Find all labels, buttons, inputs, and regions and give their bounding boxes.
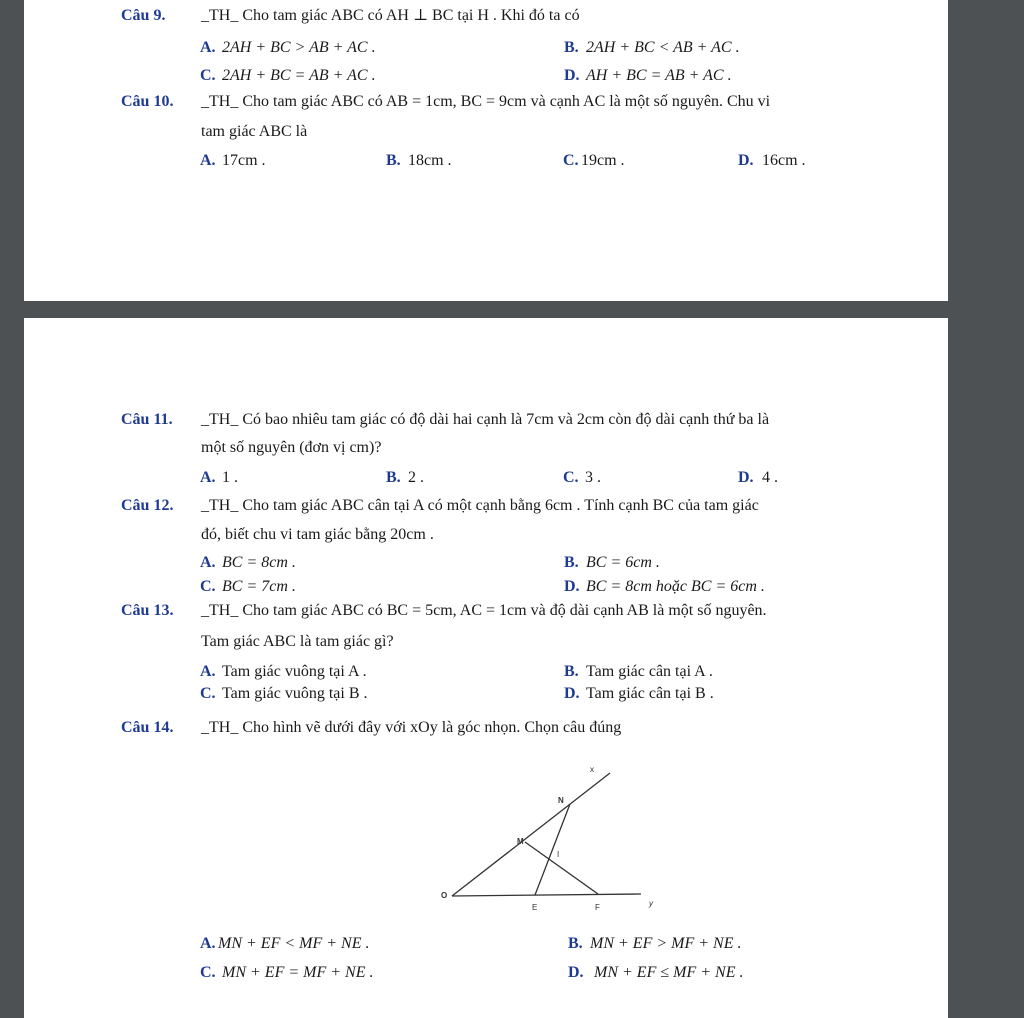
q14-option-a-label: A. <box>200 935 216 952</box>
q13-option-c-text: Tam giác vuông tại B . <box>222 685 368 702</box>
question-10-number: Câu 10. <box>121 93 174 110</box>
q9-option-d-label: D. <box>564 67 580 84</box>
q12-option-b-text: BC = 6cm . <box>586 554 660 571</box>
question-9-text: _TH_ Cho tam giác ABC có AH ⊥ BC tại H . Khi đó ta có <box>201 7 580 24</box>
label-y: y <box>649 899 653 908</box>
q11-option-c-text: 3 . <box>585 469 601 486</box>
q13-option-a-text: Tam giác vuông tại A . <box>222 663 367 680</box>
q11-option-d-text: 4 . <box>762 469 778 486</box>
question-11-text-line-2: một số nguyên (đơn vị cm)? <box>201 439 382 456</box>
question-9-number: Câu 9. <box>121 7 166 24</box>
q12-option-d-label: D. <box>564 578 580 595</box>
label-n: N <box>558 796 564 805</box>
q9-option-c-text: 2AH + BC = AB + AC . <box>222 67 376 84</box>
question-10-text-line-1: _TH_ Cho tam giác ABC có AB = 1cm, BC = 9cm và cạnh AC là một số nguyên. Chu vi <box>201 93 771 110</box>
question-13-text-line-1: _TH_ Cho tam giác ABC có BC = 5cm, AC = 1cm và độ dài cạnh AB là một số nguyên. <box>201 602 767 619</box>
q9-option-a-label: A. <box>200 39 216 56</box>
label-f: F <box>595 903 600 912</box>
label-m: M <box>517 837 524 846</box>
q11-option-b-label: B. <box>386 469 401 486</box>
q12-option-a-label: A. <box>200 554 216 571</box>
q11-option-a-label: A. <box>200 469 216 486</box>
q14-option-c-text: MN + EF = MF + NE . <box>222 964 374 981</box>
document-page-2 <box>24 318 948 1018</box>
q10-option-a-text: 17cm . <box>222 152 266 169</box>
q10-option-d-text: 16cm . <box>762 152 806 169</box>
q11-option-d-label: D. <box>738 469 754 486</box>
q10-option-c-text: 19cm . <box>581 152 625 169</box>
q12-option-b-label: B. <box>564 554 579 571</box>
q14-option-d-text: MN + EF ≤ MF + NE . <box>594 964 744 981</box>
label-o: O <box>441 891 448 900</box>
q10-option-b-label: B. <box>386 152 401 169</box>
question-11-text-line-1: _TH_ Có bao nhiêu tam giác có độ dài hai cạnh là 7cm và 2cm còn độ dài cạnh thứ ba là <box>201 411 770 428</box>
question-12-text-line-2: đó, biết chu vi tam giác bằng 20cm . <box>201 526 434 543</box>
q13-option-d-text: Tam giác cân tại B . <box>586 685 714 702</box>
question-11-number: Câu 11. <box>121 411 173 428</box>
q13-option-d-label: D. <box>564 685 580 702</box>
q10-option-a-label: A. <box>200 152 216 169</box>
q13-option-b-text: Tam giác cân tại A . <box>586 663 713 680</box>
q14-option-a-text: MN + EF < MF + NE . <box>218 935 370 952</box>
question-13-number: Câu 13. <box>121 602 174 619</box>
label-x: x <box>590 765 594 774</box>
question-14-text: _TH_ Cho hình vẽ dưới đây với xOy là góc nhọn. Chọn câu đúng <box>201 719 622 736</box>
q11-option-c-label: C. <box>563 469 579 486</box>
q14-option-b-text: MN + EF > MF + NE . <box>590 935 742 952</box>
ray-ox <box>452 773 610 896</box>
q13-option-a-label: A. <box>200 663 216 680</box>
q10-option-d-label: D. <box>738 152 754 169</box>
geometry-figure <box>424 748 684 918</box>
q11-option-a-text: 1 . <box>222 469 238 486</box>
question-12-text-line-1: _TH_ Cho tam giác ABC cân tại A có một cạnh bằng 6cm . Tính cạnh BC của tam giác <box>201 497 759 514</box>
q10-option-b-text: 18cm . <box>408 152 452 169</box>
q10-option-c-label: C. <box>563 152 579 169</box>
q9-option-a-text: 2AH + BC > AB + AC . <box>222 39 376 56</box>
q13-option-c-label: C. <box>200 685 216 702</box>
q9-option-b-text: 2AH + BC < AB + AC . <box>586 39 740 56</box>
q12-option-c-text: BC = 7cm . <box>222 578 296 595</box>
ray-oy <box>452 894 641 896</box>
q9-option-d-text: AH + BC = AB + AC . <box>586 67 732 84</box>
label-i: I <box>557 850 560 859</box>
q9-option-c-label: C. <box>200 67 216 84</box>
q14-option-d-label: D. <box>568 964 584 981</box>
q12-option-c-label: C. <box>200 578 216 595</box>
q11-option-b-text: 2 . <box>408 469 424 486</box>
q14-option-b-label: B. <box>568 935 583 952</box>
question-10-text-line-2: tam giác ABC là <box>201 123 308 140</box>
q9-option-b-label: B. <box>564 39 579 56</box>
q14-option-c-label: C. <box>200 964 216 981</box>
question-13-text-line-2: Tam giác ABC là tam giác gì? <box>201 633 394 650</box>
q13-option-b-label: B. <box>564 663 579 680</box>
label-e: E <box>532 903 538 912</box>
q12-option-a-text: BC = 8cm . <box>222 554 296 571</box>
question-12-number: Câu 12. <box>121 497 174 514</box>
question-14-number: Câu 14. <box>121 719 174 736</box>
segment-mf <box>525 842 598 894</box>
q12-option-d-text: BC = 8cm hoặc BC = 6cm . <box>586 578 765 595</box>
document-page-1 <box>24 0 948 301</box>
